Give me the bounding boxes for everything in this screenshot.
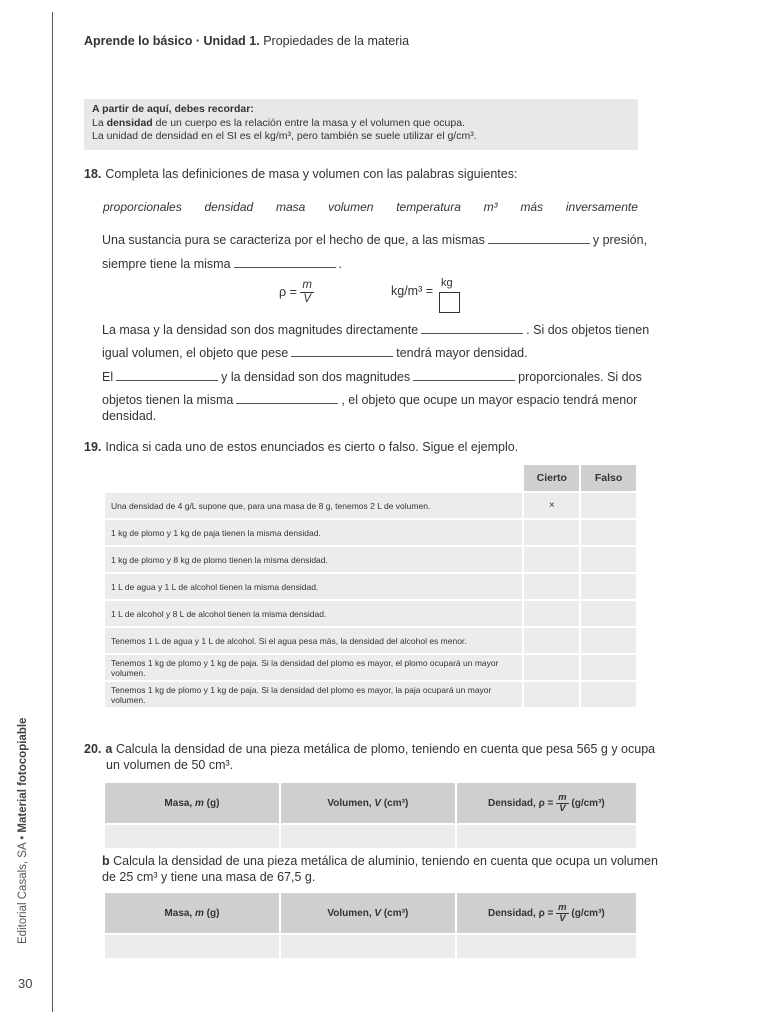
page-header <box>84 34 409 48</box>
word-item: inversamente <box>565 200 638 214</box>
blank-field[interactable] <box>291 346 393 357</box>
mass-answer-cell[interactable] <box>104 824 280 849</box>
blank-field[interactable] <box>116 370 218 381</box>
word-item: temperatura <box>396 200 461 214</box>
falso-cell[interactable] <box>580 681 637 708</box>
fill-line-5: El y la densidad son dos magnitudes proporcionales. Si dos <box>102 370 642 384</box>
density-answer-cell[interactable] <box>456 824 637 849</box>
table-row <box>104 546 637 573</box>
table-row <box>104 519 637 546</box>
statement-cell: Tenemos 1 L de agua y 1 L de alcohol. Si el agua pesa más, la densidad del alcohol es menor. <box>104 627 523 654</box>
density-formula: ρ = $\frac{m}{V}$ <box>279 279 312 305</box>
cierto-cell[interactable] <box>523 519 580 546</box>
fill-line-6: objetos tienen la misma , el objeto que ocupe un mayor espacio tendrá menor <box>102 393 638 407</box>
statement-cell: Tenemos 1 kg de plomo y 1 kg de paja. Si la densidad del plomo es mayor, el plomo ocupará un mayor volumen. <box>104 654 523 681</box>
measure-table-b <box>103 891 638 960</box>
falso-cell[interactable] <box>580 627 637 654</box>
question-20a: 20. a Calcula la densidad de una pieza metálica de plomo, teniendo en cuenta que pesa 565 g y ocupa un volumen de 50 cm³. <box>84 742 656 772</box>
fill-line-4: igual volumen, el objeto que pese tendrá mayor densidad. <box>102 346 528 360</box>
falso-cell[interactable] <box>580 654 637 681</box>
col-volume: Volumen, V (cm³) <box>280 892 456 934</box>
falso-cell[interactable] <box>580 492 637 519</box>
cierto-cell[interactable] <box>523 627 580 654</box>
reminder-line-1: La densidad de un cuerpo es la relación entre la masa y el volumen que ocupa. <box>92 117 465 129</box>
word-bank <box>103 200 638 214</box>
col-density: Densidad, ρ = $\frac{m}{V}$ (g/cm³) <box>456 892 637 934</box>
col-mass: Masa, m (g) <box>104 892 280 934</box>
blank-field[interactable] <box>488 233 590 244</box>
unit-label: Aprende lo básico · Unidad 1. <box>84 34 260 48</box>
table-row <box>104 654 637 681</box>
page-number: 30 <box>18 976 33 991</box>
fill-line-1: Una sustancia pura se caracteriza por el hecho de que, a las mismas y presión, <box>102 233 648 247</box>
word-item: volumen <box>328 200 374 214</box>
statement-cell: 1 kg de plomo y 1 kg de paja tienen la misma densidad. <box>104 519 523 546</box>
true-false-table <box>103 463 638 709</box>
cierto-cell[interactable] <box>523 681 580 708</box>
falso-cell[interactable] <box>580 573 637 600</box>
word-item: proporcionales <box>103 200 182 214</box>
word-item: masa <box>275 200 306 214</box>
falso-cell[interactable] <box>580 546 637 573</box>
fill-line-2: siempre tiene la misma . <box>102 257 342 271</box>
blank-field[interactable] <box>413 370 515 381</box>
kg-label: kg <box>441 277 453 289</box>
cierto-cell[interactable] <box>523 573 580 600</box>
cierto-cell[interactable]: × <box>523 492 580 519</box>
reminder-box <box>84 99 638 150</box>
col-volume: Volumen, V (cm³) <box>280 782 456 824</box>
statement-cell: 1 L de alcohol y 8 L de alcohol tienen la misma densidad. <box>104 600 523 627</box>
fill-line-7: densidad. <box>102 409 157 423</box>
question-19: 19. Indica si cada uno de estos enunciados es cierto o falso. Sigue el ejemplo. <box>84 440 519 454</box>
publisher-text: Editorial Casals, SA <box>17 843 29 944</box>
table-row <box>104 600 637 627</box>
fill-line-3: La masa y la densidad son dos magnitudes directamente . Si dos objetos tienen <box>102 323 650 337</box>
blank-field[interactable] <box>421 323 523 334</box>
statement-cell: 1 L de agua y 1 L de alcohol tienen la misma densidad. <box>104 573 523 600</box>
reminder-line-2: La unidad de densidad en el SI es el kg/m³, pero también se suele utilizar el g/cm³. <box>92 130 477 142</box>
density-answer-cell[interactable] <box>456 934 637 959</box>
measure-table-a <box>103 781 638 850</box>
volume-answer-cell[interactable] <box>280 934 456 959</box>
statement-cell: Tenemos 1 kg de plomo y 1 kg de paja. Si la densidad del plomo es mayor, la paja ocupará un mayor volumen. <box>104 681 523 708</box>
table-row <box>104 492 637 519</box>
blank-field[interactable] <box>236 393 338 404</box>
falso-cell[interactable] <box>580 519 637 546</box>
volume-answer-cell[interactable] <box>280 824 456 849</box>
col-cierto: Cierto <box>523 464 580 492</box>
question-18: 18. Completa las definiciones de masa y volumen con las palabras siguientes: <box>84 167 518 181</box>
margin-rule <box>52 12 53 1012</box>
unit-formula: kg/m³ = <box>391 284 434 298</box>
word-item: m³ <box>483 200 498 214</box>
reminder-title: A partir de aquí, debes recordar: <box>92 103 254 115</box>
question-20b: b Calcula la densidad de una pieza metálica de aluminio, teniendo en cuenta que ocupa un volumen de 25 cm³ y tiene una masa de 67,5 g. <box>102 854 658 884</box>
col-density: Densidad, ρ = $\frac{m}{V}$ (g/cm³) <box>456 782 637 824</box>
statement-cell: 1 kg de plomo y 8 kg de plomo tienen la misma densidad. <box>104 546 523 573</box>
col-falso: Falso <box>580 464 637 492</box>
blank-field[interactable] <box>234 257 336 268</box>
photocopiable-text: Material fotocopiable <box>17 717 29 833</box>
side-credit: Editorial Casals, SA • Material fotocopiable <box>17 717 29 944</box>
unit-answer-box[interactable] <box>439 292 460 313</box>
word-item: densidad <box>204 200 254 214</box>
statement-cell: Una densidad de 4 g/L supone que, para una masa de 8 g, tenemos 2 L de volumen. <box>104 492 523 519</box>
cierto-cell[interactable] <box>523 546 580 573</box>
col-mass: Masa, m (g) <box>104 782 280 824</box>
table-row <box>104 681 637 708</box>
table-row <box>104 573 637 600</box>
table-row <box>104 627 637 654</box>
falso-cell[interactable] <box>580 600 637 627</box>
word-item: más <box>520 200 544 214</box>
unit-title: Propiedades de la materia <box>259 34 410 48</box>
mass-answer-cell[interactable] <box>104 934 280 959</box>
cierto-cell[interactable] <box>523 654 580 681</box>
cierto-cell[interactable] <box>523 600 580 627</box>
